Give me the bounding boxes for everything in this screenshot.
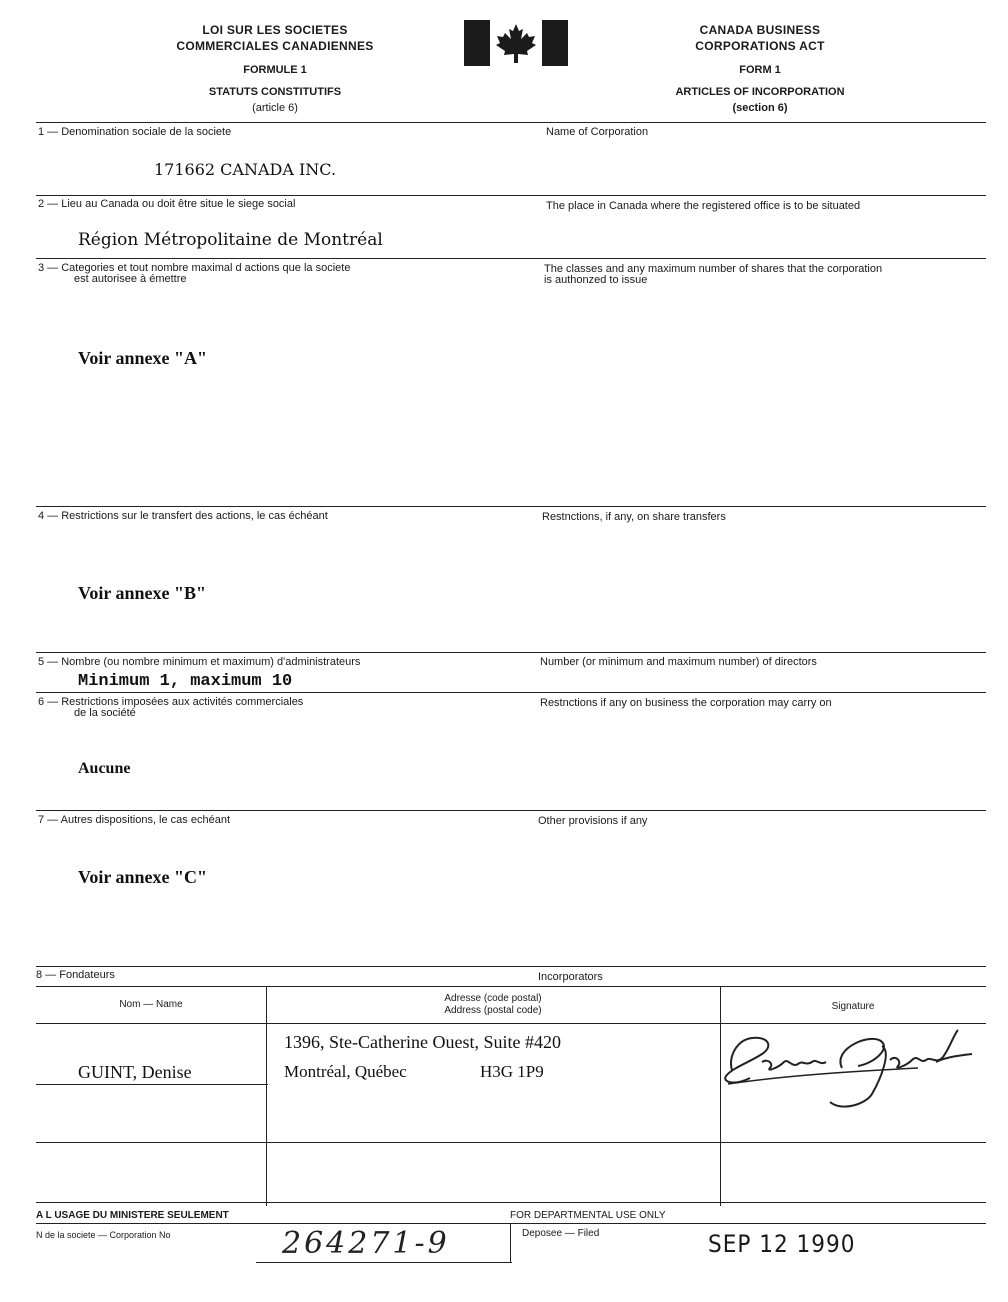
department-use-label-fr: A L USAGE DU MINISTERE SEULEMENT [36,1210,229,1221]
section-2-label-en: The place in Canada where the registered office is to be situated [546,200,861,212]
incorporator-name: GUINT, Denise [78,1062,192,1082]
section-6-label-fr-line2: de la société [74,707,136,719]
incorporators-table-top [36,986,986,987]
section-3-rule [36,258,986,259]
col-header-name: Nom — Name [119,999,183,1010]
filed-date-stamp: SEP 12 1990 [708,1230,856,1258]
en-section-ref: (section 6) [732,102,788,114]
table-col-divider-2 [720,986,721,1206]
fr-form-number: FORMULE 1 [243,64,307,76]
section-5-rule [36,652,986,653]
en-form-title: ARTICLES OF INCORPORATION [675,86,845,98]
section-6-rule [36,692,986,693]
department-use-rule [36,1223,986,1224]
incorporator-signature [722,1028,984,1114]
section-8-rule [36,966,986,967]
section-7-label-en: Other provisions if any [538,815,648,827]
section-5-label-fr: 5 — Nombre (ou nombre minimum et maximum) d'administrateurs [38,656,361,668]
section-2-rule [36,195,986,196]
col-header-address-en: Address (postal code) [444,1005,542,1016]
section-7-rule [36,810,986,811]
row-rule-1-name [36,1084,268,1085]
table-col-divider-1 [266,986,267,1206]
section-1-label-en: Name of Corporation [546,126,649,138]
section-5-label-en: Number (or minimum and maximum number) of directors [540,656,817,668]
row-rule-2 [36,1142,986,1143]
section-4-rule [36,506,986,507]
corporation-number: 264271-9 [282,1226,450,1261]
section-4-label-en: Restnctions, if any, on share transfers [542,511,726,523]
directors-number-value: Minimum 1, maximum 10 [78,672,293,691]
section-3-label-en-line2: is authonzed to issue [544,274,648,286]
share-classes-value: Voir annexe "A" [78,348,207,368]
col-header-address-fr: Adresse (code postal) [444,993,542,1004]
fr-form-title: STATUTS CONSTITUTIFS [208,86,342,98]
fr-act-title-line2: COMMERCIALES CANADIENNES [176,39,374,53]
fr-act-title-line1: LOI SUR LES SOCIETES [202,23,348,37]
table-header-rule [36,1023,986,1024]
section-1-label-fr: 1 — Denomination sociale de la societe [38,126,232,138]
en-act-title-line1: CANADA BUSINESS [699,23,821,37]
registered-office-place: Région Métropolitaine de Montréal [78,230,383,250]
en-form-number: FORM 1 [739,64,781,76]
business-restrictions-value: Aucune [78,760,131,777]
section-3-label-en-line1: The classes and any maximum number of shares that the corporation [544,263,883,275]
other-provisions-value: Voir annexe "C" [78,867,207,887]
en-act-title-line2: CORPORATIONS ACT [695,39,825,53]
section-2-label-fr: 2 — Lieu au Canada ou doit être situe le siege social [38,198,296,210]
incorporator-postal-code: H3G 1P9 [480,1062,544,1081]
corporation-name: 171662 CANADA INC. [154,160,337,179]
section-3-label-fr-line1: 3 — Categories et tout nombre maximal d actions que la societe [38,262,351,274]
col-header-signature: Signature [831,1001,875,1012]
section-1-rule [36,122,986,123]
canada-flag-icon [464,20,568,66]
section-3-label-fr-line2: est autorisee à émettre [74,273,187,285]
fr-article-ref: (article 6) [252,102,298,114]
corporation-no-label: N de la societe — Corporation No [36,1230,171,1240]
incorporator-address-line1: 1396, Ste-Catherine Ouest, Suite #420 [284,1032,561,1052]
section-6-label-fr-line1: 6 — Restrictions imposées aux activités commerciales [38,696,304,708]
filed-label: Deposee — Filed [522,1228,600,1239]
table-bottom-rule [36,1202,986,1203]
section-8-label-en: Incorporators [538,971,603,983]
section-4-label-fr: 4 — Restrictions sur le transfert des actions, le cas échéant [38,510,328,522]
incorporator-address-line2: Montréal, Québec [284,1062,407,1081]
section-7-label-fr: 7 — Autres dispositions, le cas echéant [38,814,230,826]
department-use-divider [510,1223,511,1263]
department-use-label-en: FOR DEPARTMENTAL USE ONLY [510,1210,666,1221]
share-transfer-restrictions-value: Voir annexe "B" [78,583,207,603]
section-6-label-en: Restnctions if any on business the corporation may carry on [540,697,832,709]
corporation-no-underline [256,1262,512,1263]
section-8-label-fr: 8 — Fondateurs [36,969,115,981]
